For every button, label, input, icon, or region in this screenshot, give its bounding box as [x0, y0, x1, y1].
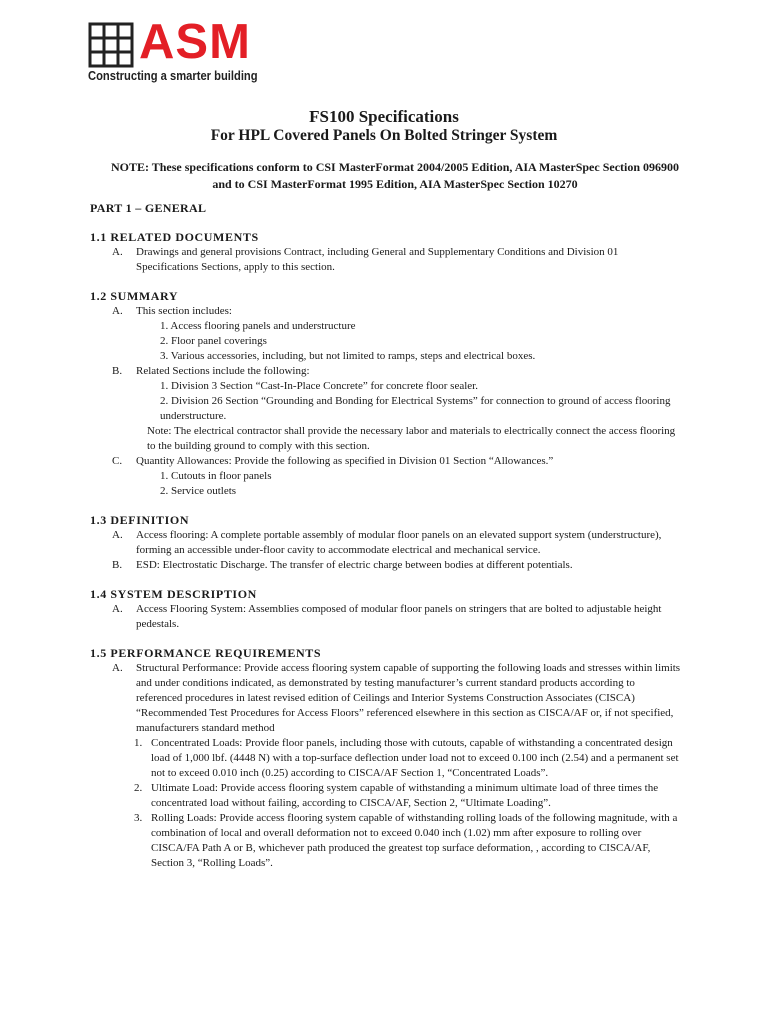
item-text: Drawings and general provisions Contract, including General and Supplementary Conditions and Division 01 Specifications Sections, apply to this section.	[136, 246, 619, 273]
item-text: This section includes:	[136, 305, 232, 317]
sub-note: Note: The electrical contractor shall provide the necessary labor and materials to electrically connect the access flooring to the building ground to comply with this section.	[147, 425, 676, 452]
sub-item: 1. Cutouts in floor panels	[160, 470, 272, 482]
item-marker: 1.	[134, 737, 143, 749]
item-marker: A.	[112, 603, 123, 615]
item-marker: 2.	[134, 782, 143, 794]
section-item	[90, 364, 682, 379]
item-text: Access flooring: A complete portable assembly of modular floor panels on an elevated support system (understructure), forming an accessible under-floor cavity to accommodate electrical and mechanical service.	[136, 529, 662, 556]
item-marker: A.	[112, 662, 123, 674]
spec-body	[90, 201, 682, 871]
item-text: Rolling Loads: Provide access flooring system capable of withstanding rolling loads of the following magnitude, with a combination of local and overall deformation not to exceed 0.040 inch (1.02) mm after exposure to rolling over CISCA/FA Path A or B, whichever path produced the greatest top surface deformation, , according to CISCA/AF, Section 3, “Rolling Loads”.	[151, 812, 678, 869]
section-item	[90, 245, 682, 275]
numbered-item	[90, 781, 682, 811]
grid-icon	[88, 22, 134, 68]
section-item	[90, 661, 682, 736]
item-text: Ultimate Load: Provide access flooring system capable of withstanding a minimum ultimate load of three times the concentrated load without failing, according to CISCA/AF, Section 2, “Ultimate Loading”.	[151, 782, 659, 809]
sub-item: 1. Access flooring panels and understructure	[160, 320, 356, 332]
section-heading-1-1: 1.1 RELATED DOCUMENTS	[90, 230, 259, 244]
item-marker: A.	[112, 305, 123, 317]
section-heading-1-5: 1.5 PERFORMANCE REQUIREMENTS	[90, 646, 322, 660]
document-title: FS100 Specifications	[309, 107, 459, 126]
item-marker: B.	[112, 559, 123, 571]
document-subtitle: For HPL Covered Panels On Bolted Stringer System	[210, 127, 558, 144]
item-text: ESD: Electrostatic Discharge. The transfer of electric charge between bodies at different potentials.	[136, 559, 573, 571]
section-heading-1-4: 1.4 SYSTEM DESCRIPTION	[90, 587, 257, 601]
section-item	[90, 558, 682, 573]
sub-item: 2. Floor panel coverings	[160, 335, 267, 347]
section-heading-1-3: 1.3 DEFINITION	[90, 513, 190, 527]
part-heading: PART 1 – GENERAL	[90, 201, 207, 215]
item-marker: A.	[112, 529, 123, 541]
item-text: Access Flooring System: Assemblies composed of modular floor panels on stringers that are bolted to adjustable height pedestals.	[136, 603, 662, 630]
section-item	[90, 602, 682, 632]
section-item	[90, 454, 682, 469]
numbered-item	[90, 736, 682, 781]
company-logo	[88, 15, 268, 84]
conformance-note: NOTE: These specifications conform to CSI MasterFormat 2004/2005 Edition, AIA MasterSpec Section 096900 and to CSI MasterFormat 1995 Edition, AIA MasterSpec Section 10270	[110, 160, 680, 191]
section-heading-1-2: 1.2 SUMMARY	[90, 289, 179, 303]
section-item	[90, 304, 682, 319]
item-marker: 3.	[134, 812, 143, 824]
item-text: Quantity Allowances: Provide the following as specified in Division 01 Section “Allowances.”	[136, 455, 554, 467]
sub-item: 3. Various accessories, including, but not limited to ramps, steps and electrical boxes.	[160, 350, 536, 362]
section-item	[90, 528, 682, 558]
sub-item: 2. Service outlets	[160, 485, 237, 497]
item-text: Concentrated Loads: Provide floor panels, including those with cutouts, capable of withstanding a concentrated design load of 1,000 lbf. (4448 N) with a top-surface deflection under load not to exceed 0.100 inch (2.54) and a permanent set not to exceed 0.010 inch (0.25) according to CISCA/AF Section 1, “Concentrated Loads”.	[151, 737, 679, 779]
item-marker: B.	[112, 365, 123, 377]
item-marker: C.	[112, 455, 123, 467]
item-text: Related Sections include the following:	[136, 365, 310, 377]
item-marker: A.	[112, 246, 123, 258]
numbered-item	[90, 811, 682, 871]
item-text: Structural Performance: Provide access flooring system capable of supporting the following loads and stresses within limits and under conditions indicated, as demonstrated by testing manufacturer’s current standard products according to referenced procedures in latest revised edition of Ceilings and Interior Systems Construction Associates (CISCA) “Recommended Test Procedures for Access Floors” referenced elsewhere in this section as CISCA/AF or, if not specified, manufacturers standard method	[136, 662, 681, 734]
sub-item: 2. Division 26 Section “Grounding and Bonding for Electrical Systems” for connection to ground of access flooring understructure.	[160, 395, 671, 422]
logo-brand: ASM	[139, 15, 251, 69]
logo-tagline: Constructing a smarter building	[88, 68, 258, 83]
sub-item: 1. Division 3 Section “Cast-In-Place Concrete” for concrete floor sealer.	[160, 380, 478, 392]
